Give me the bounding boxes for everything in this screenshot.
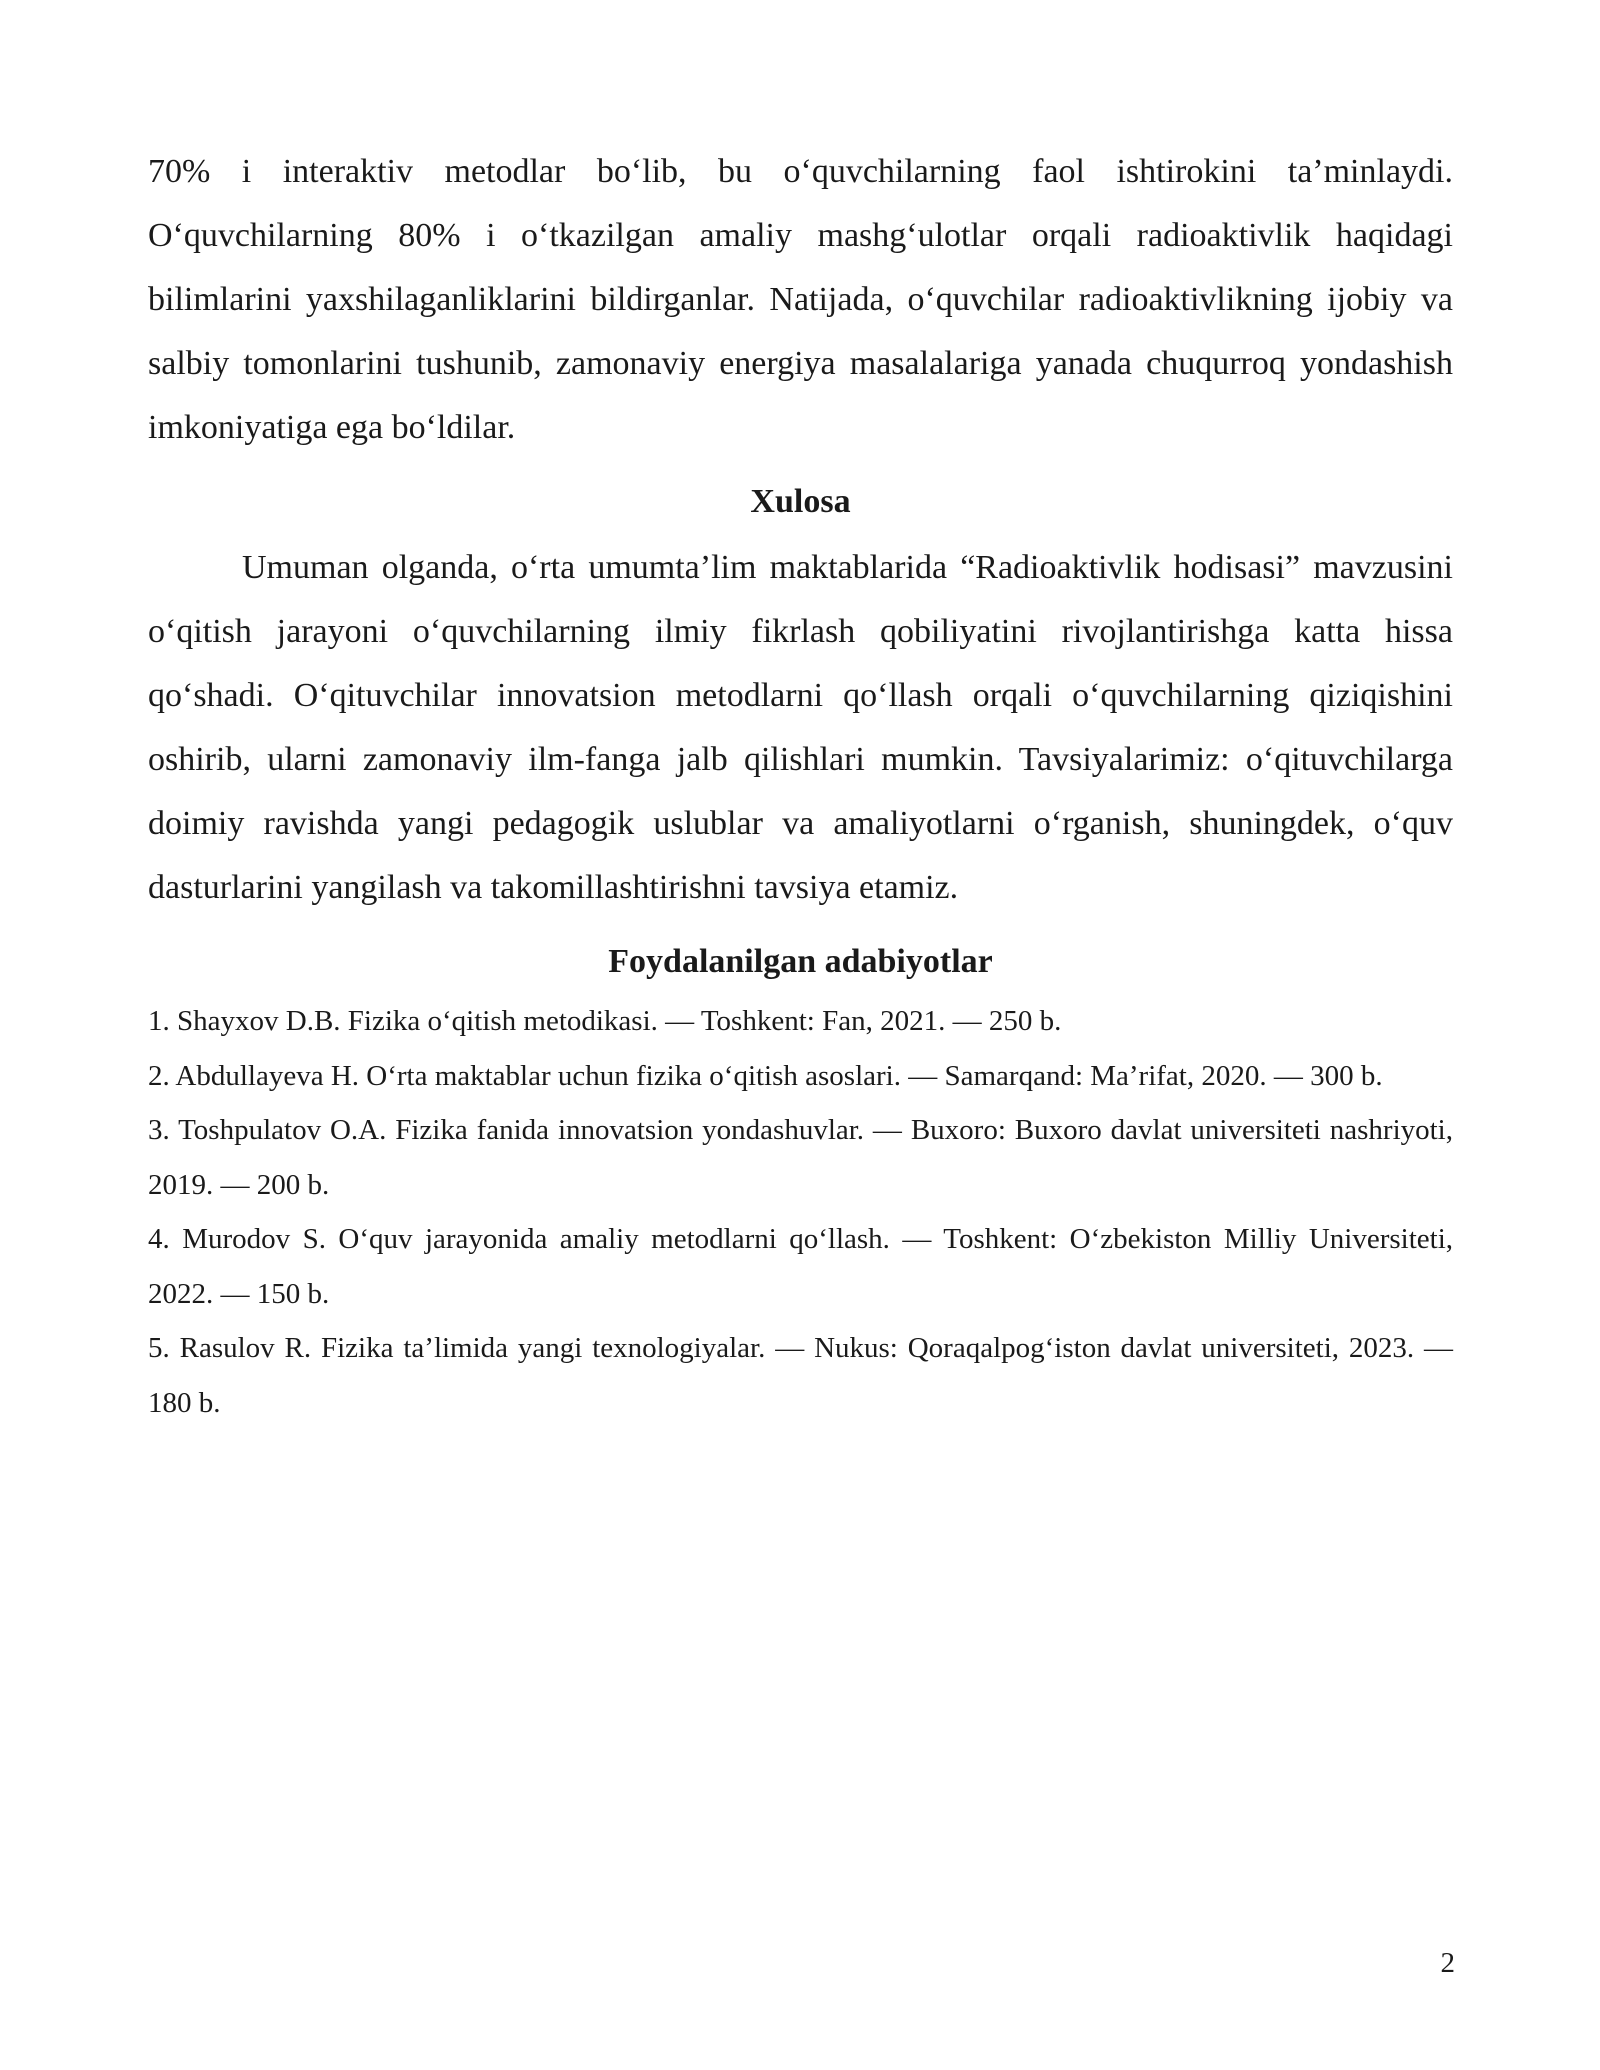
page-number: 2	[1440, 1947, 1455, 1979]
document-page	[148, 140, 1453, 1430]
references-list	[148, 994, 1453, 1430]
reference-item: 2. Abdullayeva H. O‘rta maktablar uchun fizika o‘qitish asoslari. — Samarqand: Ma’rifat, 2020. — 300 b.	[148, 1059, 1383, 1092]
reference-item: 5. Rasulov R. Fizika ta’limida yangi texnologiyalar. — Nukus: Qoraqalpog‘iston davlat universiteti, 2023. — 180 b.	[148, 1332, 1453, 1419]
reference-item: 1. Shayxov D.B. Fizika o‘qitish metodikasi. — Toshkent: Fan, 2021. — 250 b.	[148, 1005, 1062, 1037]
conclusion-heading: Xulosa	[750, 483, 851, 520]
references-heading: Foydalanilgan adabiyotlar	[608, 943, 993, 980]
intro-paragraph: 70% i interaktiv metodlar bo‘lib, bu o‘quvchilarning faol ishtirokini ta’minlaydi. O‘quvchilarning 80% i o‘tkazilgan amaliy mashg‘ulotlar orqali radioaktivlik haqidagi bilimlarini yaxshilaganliklarini bildirganlar. Natijada, o‘quvchilar radioaktivlikning ijobiy va salbiy tomonlarini tushunib, zamonaviy energiya masalalariga yanada chuqurroq yondashish imkoniyatiga ega bo‘ldilar.	[148, 153, 1453, 446]
reference-item: 3. Toshpulatov O.A. Fizika fanida innovatsion yondashuvlar. — Buxoro: Buxoro davlat universiteti nashriyoti, 2019. — 200 b.	[148, 1114, 1453, 1201]
conclusion-paragraph: Umuman olganda, o‘rta umumta’lim maktablarida “Radioaktivlik hodisasi” mavzusini o‘qitish jarayoni o‘quvchilarning ilmiy fikrlash qobiliyatini rivojlantirishga katta hissa qo‘shadi. O‘qituvchilar innovatsion metodlarni qo‘llash orqali o‘quvchilarning qiziqishini oshirib, ularni zamonaviy ilm-fanga jalb qilishlari mumkin. Tavsiyalarimiz: o‘qituvchilarga doimiy ravishda yangi pedagogik uslublar va amaliyotlarni o‘rganish, shuningdek, o‘quv dasturlarini yangilash va takomillashtirishni tavsiya etamiz.	[148, 549, 1453, 906]
reference-item: 4. Murodov S. O‘quv jarayonida amaliy metodlarni qo‘llash. — Toshkent: O‘zbekiston Milliy Universiteti, 2022. — 150 b.	[148, 1223, 1453, 1310]
